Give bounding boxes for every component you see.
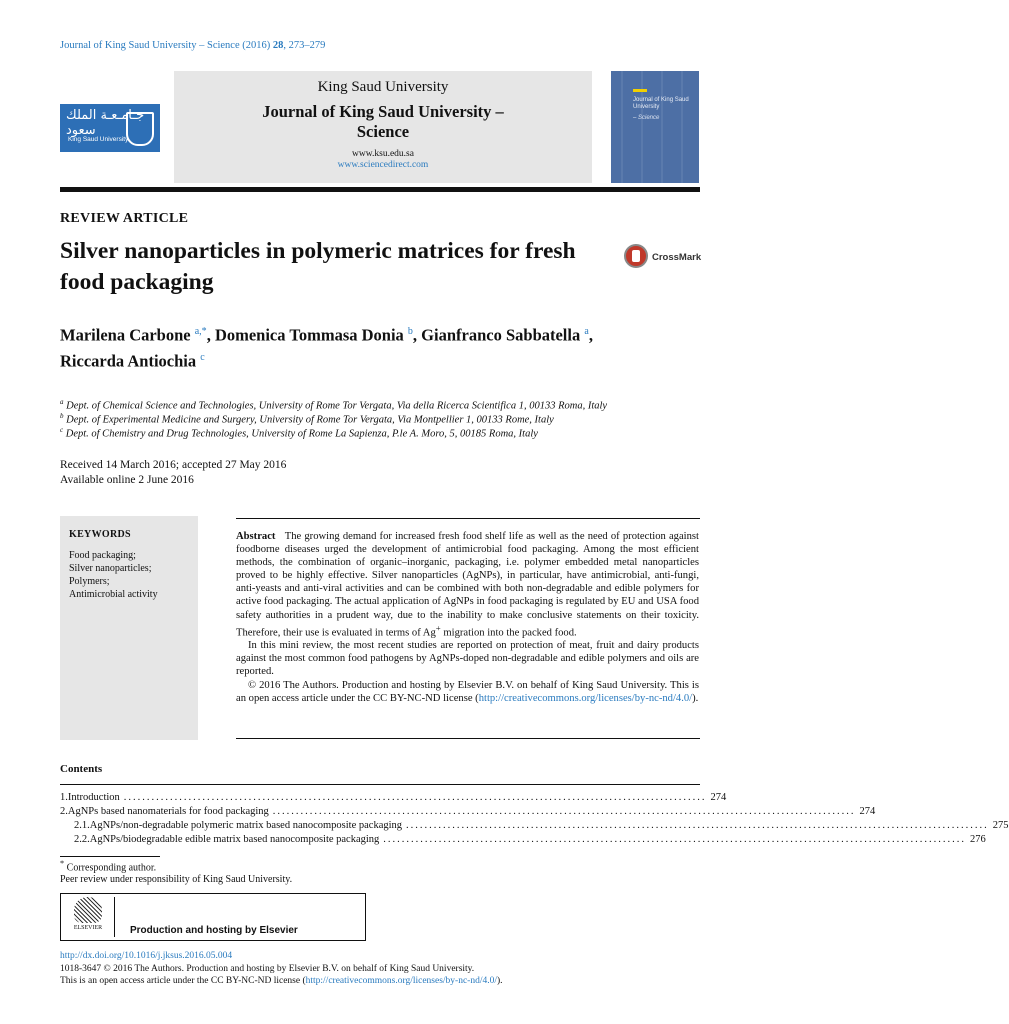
- toc-title: Introduction: [67, 792, 120, 803]
- issn-text: 1018-3647 © 2016 The Authors. Production and hosting by Elsevier B.V. on behalf of King Saud University.: [60, 964, 475, 974]
- elsevier-text: Production and hosting by Elsevier: [130, 925, 298, 936]
- author-separator: ,: [412, 325, 422, 345]
- keyword: Antimicrobial activity: [69, 589, 158, 600]
- keyword: Food packaging;: [69, 550, 136, 561]
- superscript: +: [435, 622, 441, 633]
- peer-review-note: Peer review under responsibility of King Saud University.: [60, 874, 293, 885]
- citation-volume: 28: [272, 40, 284, 51]
- toc-page: 274: [710, 792, 727, 803]
- affiliation-text: Dept. of Chemistry and Drug Technologies, University of Rome La Sapienza, P.le A. Moro, 5, 00185 Roma, Italy: [65, 428, 538, 440]
- license-link[interactable]: http://creativecommons.org/licenses/by-nc-nd/4.0/: [305, 976, 497, 986]
- toc-page: 274: [859, 806, 876, 817]
- journal-title: [174, 102, 592, 142]
- sciencedirect-link[interactable]: www.sciencedirect.com: [337, 160, 429, 170]
- ksu-logo-arabic: جـامـعـة الملك سعود: [66, 108, 145, 138]
- article-title: Silver nanoparticles in polymeric matrices for fresh food packaging: [60, 238, 576, 295]
- copyright-text: © 2016 The Authors. Production and hosting by Elsevier B.V. on behalf of King Saud University. This is an open access article under the CC BY-NC-ND license (: [236, 679, 699, 704]
- toc-leader: ..............................................................................................................................: [406, 820, 989, 831]
- elsevier-logo: [68, 897, 108, 935]
- author-affiliation-link[interactable]: c: [200, 351, 205, 363]
- copyright-end: ).: [692, 692, 699, 704]
- author-name: Riccarda Antiochia: [60, 351, 197, 370]
- crossmark-label[interactable]: CrossMark: [652, 252, 702, 263]
- ksu-logo: [60, 104, 160, 152]
- license-note: [60, 976, 503, 986]
- abstract-paragraph: In this mini review, the most recent studies are reported on protection of meat, fruit and dairy products against the most common food pathogens by AgNPs-doped non-degradable and edible polymers and oils are reported.: [236, 640, 699, 678]
- toc-number: 2.: [60, 806, 68, 817]
- toc-title: AgNPs/biodegradable edible matrix based nanocomposite packaging: [89, 834, 380, 845]
- affiliation-text: Dept. of Chemical Science and Technologies, University of Rome Tor Vergata, Via della Ricerca Scientifica 1, 00133 Roma, Italy: [66, 400, 608, 412]
- author-name: Gianfranco Sabbatella: [421, 325, 581, 345]
- toc-leader: ..............................................................................................................................: [272, 806, 856, 817]
- toc-entry[interactable]: [60, 792, 727, 806]
- license-link[interactable]: http://creativecommons.org/licenses/by-nc-nd/4.0/: [478, 692, 693, 704]
- elsevier-tree-icon: [74, 897, 102, 923]
- affiliation-mark: c: [60, 426, 64, 434]
- available-date: Available online 2 June 2016: [60, 474, 194, 486]
- toc-entry[interactable]: [60, 806, 876, 820]
- affiliation: [60, 426, 538, 440]
- footnote-mark: *: [60, 859, 65, 868]
- abstract-label: Abstract: [236, 531, 276, 542]
- keyword: Silver nanoparticles;: [69, 563, 152, 574]
- toc-number: 2.2.: [74, 834, 90, 845]
- crossmark-icon[interactable]: [624, 244, 648, 268]
- contents-rule: [60, 784, 700, 785]
- toc-leader: ..............................................................................................................................: [123, 792, 707, 803]
- toc-title: AgNPs/non-degradable polymeric matrix based nanocomposite packaging: [89, 820, 403, 831]
- ksu-logo-english: King Saud University: [68, 136, 129, 143]
- journal-title-line2: Science: [356, 122, 410, 141]
- toc-title: AgNPs based nanomaterials for food packaging: [67, 806, 269, 817]
- abstract-rule-bottom: [236, 738, 700, 739]
- toc-page: 276: [970, 834, 986, 845]
- ksu-emblem-icon: [126, 112, 154, 146]
- received-date: Received 14 March 2016; accepted 27 May 2016: [60, 459, 287, 471]
- keyword: Polymers;: [69, 576, 110, 587]
- author-separator: ,: [206, 325, 215, 345]
- publisher-name: King Saud University: [317, 79, 449, 95]
- affiliation-mark: a: [60, 398, 64, 406]
- toc-number: 1.: [60, 792, 68, 803]
- affiliation: [60, 412, 554, 426]
- affiliation-text: Dept. of Experimental Medicine and Surgery, University of Rome Tor Vergata, Via Montpellier 1, 00133 Rome, Italy: [66, 414, 554, 426]
- cover-title: Journal of King Saud University: [633, 97, 689, 110]
- cover-subtitle: – Science: [633, 115, 660, 121]
- header-rule: [60, 187, 700, 192]
- contents-heading: Contents: [60, 763, 103, 775]
- keywords-heading: KEYWORDS: [69, 529, 131, 540]
- abstract-rule-top: [236, 518, 700, 519]
- citation-journal: Journal of King Saud University – Science (2016): [60, 40, 271, 51]
- abstract: [236, 530, 699, 705]
- author-separator: ,: [588, 325, 593, 345]
- affiliation-mark: b: [60, 412, 64, 420]
- license-text: This is an open access article under the CC BY-NC-ND license (: [60, 976, 306, 986]
- toc-entry[interactable]: [74, 834, 986, 848]
- footnote-rule: [60, 856, 160, 857]
- author-affiliation-link[interactable]: a,*: [194, 326, 207, 337]
- toc-leader: ..............................................................................................................................: [383, 834, 967, 845]
- journal-title-line1: Journal of King Saud University –: [262, 102, 504, 121]
- footnote-text: Corresponding author.: [66, 862, 157, 874]
- journal-citation[interactable]: [60, 40, 325, 51]
- abstract-paragraph: The growing demand for increased fresh food shelf life as well as the need of protection against foodborne diseases urged the development of antimicrobial food packaging. Among the most efficient methods, the combination of organic–inorganic, packaging, i.e. polymer embedded metal nanoparticles proved to be highly effective. Silver nanoparticles (AgNPs), in particular, have antimicrobial, anti-fungi, anti-yeasts and anti-viral activities and can be combined with both non-degradable and edible polymers for active food packaging. The actual application of AgNPs in food packaging is regulated by EU and USA food safety authorities in a prudent way, due to the inability to make conclusive statements on their toxicity. Therefore, their use is evaluated in terms of Ag: [236, 531, 699, 639]
- author-list: [60, 321, 700, 372]
- citation-pages: , 273–279: [283, 40, 326, 51]
- article-type: REVIEW ARTICLE: [60, 211, 189, 226]
- doi-link[interactable]: http://dx.doi.org/10.1016/j.jksus.2016.05.004: [60, 951, 233, 961]
- author-name: Marilena Carbone: [60, 325, 191, 345]
- abstract-paragraph-end: migration into the packed food.: [440, 627, 577, 639]
- author-name: Domenica Tommasa Donia: [214, 325, 404, 345]
- toc-number: 2.1.: [74, 820, 90, 831]
- author-affiliation-link[interactable]: b: [407, 326, 413, 337]
- toc-page: 275: [992, 820, 1009, 831]
- cover-accent-bar: [633, 89, 647, 92]
- license-end: ).: [497, 976, 503, 986]
- author-affiliation-link[interactable]: a: [584, 326, 589, 337]
- corresponding-author-note: [60, 859, 156, 873]
- elsevier-divider: [114, 897, 115, 937]
- toc-entry[interactable]: [74, 820, 1009, 834]
- ksu-url: www.ksu.edu.sa: [352, 149, 414, 159]
- journal-cover-image: [611, 71, 699, 183]
- elsevier-logo-label: ELSEVIER: [73, 925, 103, 931]
- affiliation: [60, 398, 607, 412]
